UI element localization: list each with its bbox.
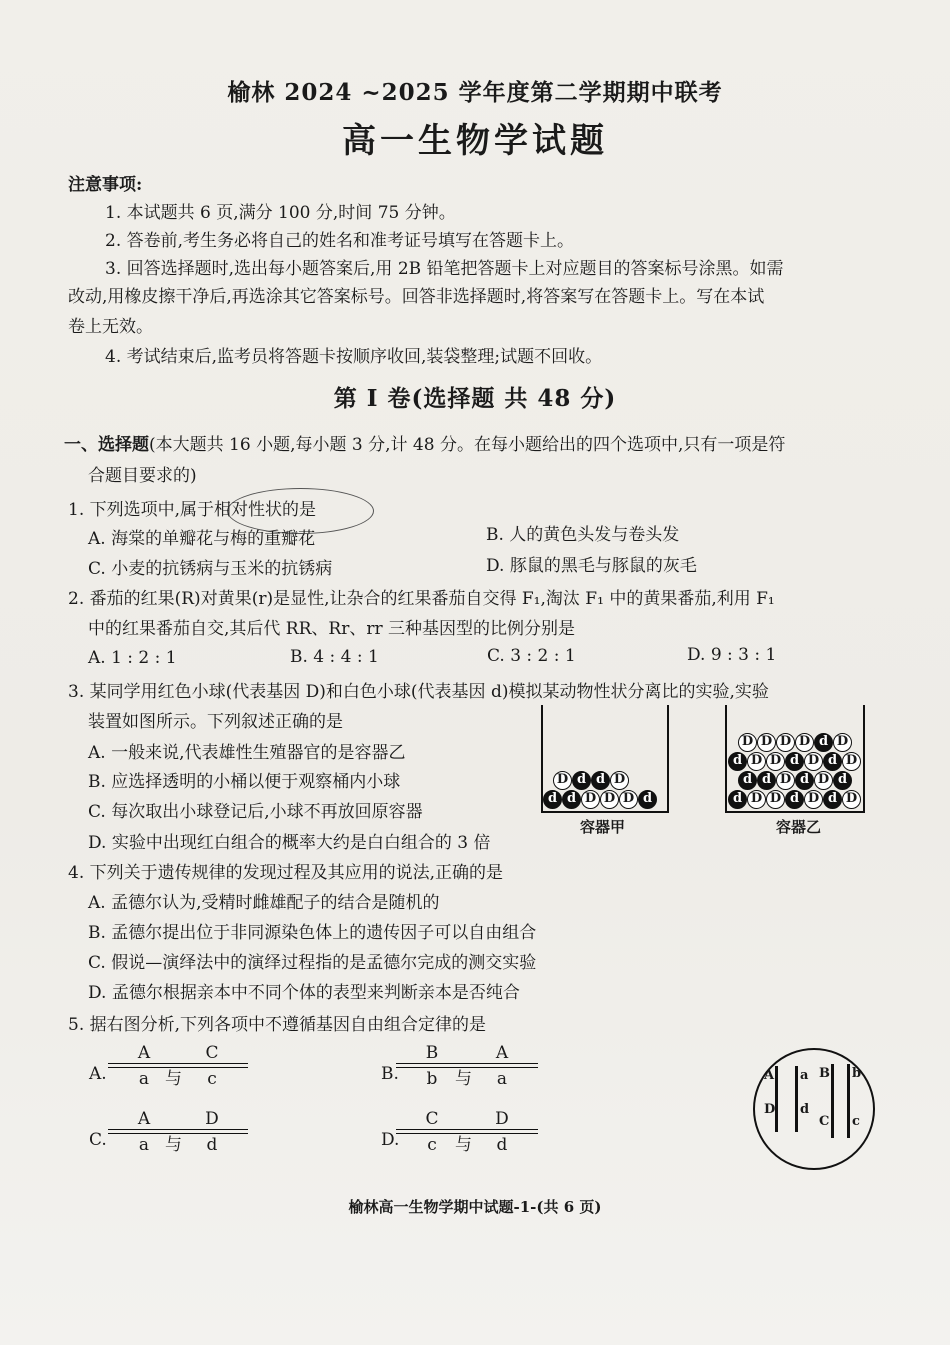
ball-big-d: D xyxy=(814,771,833,790)
ball-big-d: D xyxy=(757,733,776,752)
ball-big-d: D xyxy=(804,790,823,809)
ball-big-d: D xyxy=(553,771,572,790)
q3-option-b: B. 应选择透明的小桶以便于观察桶内小球 xyxy=(88,772,401,792)
ball-small-d: d xyxy=(823,790,842,809)
ball-small-d: d xyxy=(795,771,814,790)
q2-option-a: A. 1 : 2 : 1 xyxy=(88,648,177,668)
q5-option-c-label: C. xyxy=(89,1130,107,1150)
q5-b-with: 与 xyxy=(455,1069,472,1089)
ball-big-d: D xyxy=(776,771,795,790)
q1-option-b: B. 人的黄色头发与卷头发 xyxy=(486,525,680,545)
ball-big-d: D xyxy=(619,790,638,809)
notice-item-1: 1. 本试题共 6 页,满分 100 分,时间 75 分钟。 xyxy=(105,203,456,223)
q1-option-d: D. 豚鼠的黑毛与豚鼠的灰毛 xyxy=(486,556,697,576)
ball-small-d: d xyxy=(833,771,852,790)
notice-item-3-line-2: 改动,用橡皮擦干净后,再选涂其它答案标号。回答非选择题时,将答案写在答题卡上。写在本试 xyxy=(68,287,765,307)
part-label: 一、选择题 xyxy=(64,435,149,455)
ball-big-d: D xyxy=(795,733,814,752)
q3-option-c: C. 每次取出小球登记后,小球不再放回原容器 xyxy=(88,802,423,822)
gene-top: A xyxy=(495,1043,509,1063)
q5-stem: 5. 据右图分析,下列各项中不遵循基因自由组合定律的是 xyxy=(68,1015,487,1035)
q5-c-with: 与 xyxy=(165,1135,182,1155)
q1-option-c: C. 小麦的抗锈病与玉米的抗锈病 xyxy=(88,559,333,579)
chromosome xyxy=(847,1064,850,1138)
q5-d-gene-pair-2 xyxy=(466,1109,538,1155)
q5-a-gene-pair-2 xyxy=(176,1043,248,1089)
ball-small-d: d xyxy=(814,733,833,752)
q5-b-gene-pair-2 xyxy=(466,1043,538,1089)
gene-bottom: a xyxy=(138,1069,150,1089)
gene-bottom: a xyxy=(496,1069,508,1089)
q4-option-c: C. 假说—演绎法中的演绎过程指的是孟德尔完成的测交实验 xyxy=(88,953,537,973)
ball-small-d: d xyxy=(728,752,747,771)
ball-big-d: D xyxy=(766,752,785,771)
chromosome xyxy=(795,1066,798,1132)
ball-small-d: d xyxy=(591,771,610,790)
ball-big-d: D xyxy=(776,733,795,752)
chromosome xyxy=(831,1064,834,1138)
gene-bottom: d xyxy=(496,1135,508,1155)
container-yi-label: 容器乙 xyxy=(776,818,822,836)
ball-small-d: d xyxy=(738,771,757,790)
q1-option-a: A. 海棠的单瓣花与梅的重瓣花 xyxy=(88,529,316,549)
q2-stem-line-2: 中的红果番茄自交,其后代 RR、Rr、rr 三种基因型的比例分别是 xyxy=(88,619,575,639)
section-title: 第 Ⅰ 卷(选择题 共 48 分) xyxy=(333,385,617,412)
allele-label: B xyxy=(819,1066,830,1081)
ball-small-d: d xyxy=(543,790,562,809)
allele-label: c xyxy=(852,1114,860,1129)
q4-stem: 4. 下列关于遗传规律的发现过程及其应用的说法,正确的是 xyxy=(68,863,504,883)
ball-small-d: d xyxy=(823,752,842,771)
ball-small-d: d xyxy=(572,771,591,790)
container-jia-label: 容器甲 xyxy=(580,818,626,836)
allele-label: d xyxy=(800,1102,810,1117)
q4-option-b: B. 孟德尔提出位于非同源染色体上的遗传因子可以自由组合 xyxy=(88,923,537,943)
ball-big-d: D xyxy=(766,790,785,809)
gene-top: C xyxy=(205,1043,219,1063)
container-yi xyxy=(725,705,865,813)
gene-top: A xyxy=(137,1043,151,1063)
ball-big-d: D xyxy=(747,790,766,809)
ball-big-d: D xyxy=(610,771,629,790)
ball-small-d: d xyxy=(562,790,581,809)
q5-a-with: 与 xyxy=(165,1069,182,1089)
allele-label: b xyxy=(852,1066,862,1081)
allele-label: A xyxy=(764,1068,775,1083)
gene-bottom: a xyxy=(138,1135,150,1155)
chromosome xyxy=(775,1066,778,1132)
page-footer: 榆林高一生物学期中试题-1-(共 6 页) xyxy=(348,1198,602,1216)
ball-small-d: d xyxy=(757,771,776,790)
ball-big-d: D xyxy=(842,752,861,771)
allele-label: D xyxy=(764,1102,776,1117)
ball-big-d: D xyxy=(747,752,766,771)
q3-stem-line-1: 3. 某同学用红色小球(代表基因 D)和白色小球(代表基因 d)模拟某动物性状分离比的实验,实验 xyxy=(68,682,769,702)
gene-bottom: c xyxy=(207,1069,217,1089)
gene-top: B xyxy=(425,1043,439,1063)
q5-d-with: 与 xyxy=(455,1135,472,1155)
notice-item-3-line-3: 卷上无效。 xyxy=(68,317,153,337)
ball-big-d: D xyxy=(581,790,600,809)
gene-top: C xyxy=(425,1109,439,1129)
part-instructions xyxy=(64,430,785,455)
ball-big-d: D xyxy=(842,790,861,809)
allele-label: a xyxy=(800,1068,809,1083)
q2-option-b: B. 4 : 4 : 1 xyxy=(290,647,379,667)
gene-top: D xyxy=(495,1109,509,1129)
q3-option-a: A. 一般来说,代表雄性生殖器官的是容器乙 xyxy=(88,743,406,763)
gene-bottom: d xyxy=(206,1135,218,1155)
notice-item-2: 2. 答卷前,考生务必将自己的姓名和准考证号填写在答题卡上。 xyxy=(105,231,575,251)
allele-label: C xyxy=(819,1114,830,1129)
q2-option-d: D. 9 : 3 : 1 xyxy=(687,645,777,665)
q5-option-d-label: D. xyxy=(381,1130,400,1150)
q5-option-b-label: B. xyxy=(381,1064,399,1084)
ball-small-d: d xyxy=(785,752,804,771)
ball-small-d: d xyxy=(638,790,657,809)
ball-big-d: D xyxy=(600,790,619,809)
ball-small-d: d xyxy=(728,790,747,809)
q5-c-gene-pair-2 xyxy=(176,1109,248,1155)
gene-bottom: c xyxy=(427,1135,437,1155)
container-jia xyxy=(541,705,669,813)
notice-item-3-line-1: 3. 回答选择题时,选出每小题答案后,用 2B 铅笔把答题卡上对应题目的答案标号涂黑。如需 xyxy=(105,259,784,279)
q1-stem: 1. 下列选项中,属于相对性状的是 xyxy=(68,500,317,520)
q4-option-a: A. 孟德尔认为,受精时雌雄配子的结合是随机的 xyxy=(88,893,440,913)
gene-bottom: b xyxy=(426,1069,438,1089)
q4-option-d: D. 孟德尔根据亲本中不同个体的表型来判断亲本是否纯合 xyxy=(88,983,520,1003)
ball-big-d: D xyxy=(738,733,757,752)
ball-big-d: D xyxy=(833,733,852,752)
notice-item-4: 4. 考试结束后,监考员将答题卡按顺序收回,装袋整理;试题不回收。 xyxy=(105,347,603,367)
cell-diagram xyxy=(753,1048,875,1170)
q5-option-a-label: A. xyxy=(89,1064,107,1084)
gene-top: D xyxy=(205,1109,219,1129)
q3-stem-line-2: 装置如图所示。下列叙述正确的是 xyxy=(88,712,343,732)
ball-big-d: D xyxy=(804,752,823,771)
q2-option-c: C. 3 : 2 : 1 xyxy=(487,646,576,666)
notice-heading: 注意事项: xyxy=(68,175,143,195)
ball-small-d: d xyxy=(785,790,804,809)
part-line-1: (本大题共 16 小题,每小题 3 分,计 48 分。在每小题给出的四个选项中,只有一项是符 xyxy=(149,435,786,455)
q2-stem-line-1: 2. 番茄的红果(R)对黄果(r)是显性,让杂合的红果番茄自交得 F₁,淘汰 F₁ 中的黄果番茄,利用 F₁ xyxy=(68,589,775,609)
exam-subject: 高一生物学试题 xyxy=(342,121,608,161)
exam-title: 榆林 2024 ~2025 学年度第二学期期中联考 xyxy=(227,79,723,106)
part-line-2: 合题目要求的) xyxy=(88,466,197,486)
gene-top: A xyxy=(137,1109,151,1129)
q3-option-d: D. 实验中出现红白组合的概率大约是白白组合的 3 倍 xyxy=(88,833,491,853)
